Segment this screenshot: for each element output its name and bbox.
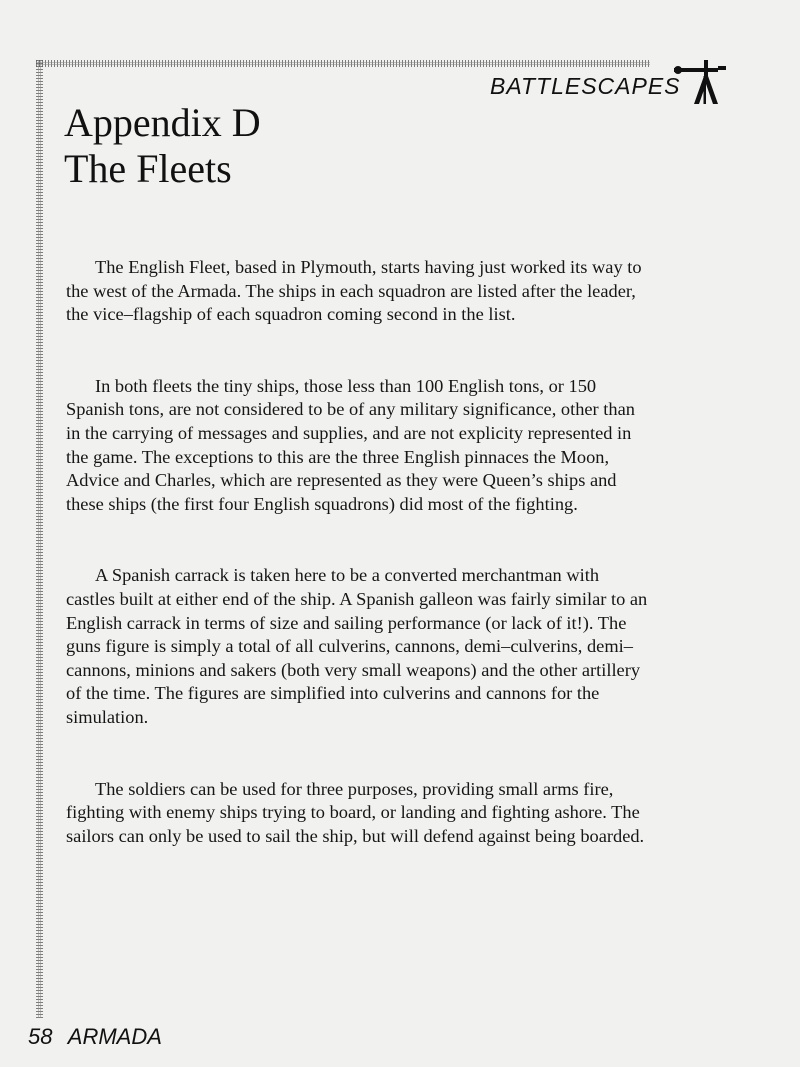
fan-icon: [674, 58, 730, 106]
body-text: [66, 256, 652, 896]
paragraph-spanish-carrack: A Spanish carrack is taken here to be a converted merchantman with castles built at either end of the ship. A Spanish galleon was fairly similar to an English carrack in terms of size and sailing performance (or lack of it!). The guns figure is simply a total of all culverins, cannons, demi–culverins, demi–cannons, minions and sakers (both very small weapons) and the other artillery of the time. The figures are simplified into culverins and cannons for the simulation.: [66, 565, 648, 727]
title-line-fleets: The Fleets: [64, 146, 232, 191]
book-title: ARMADA: [67, 1024, 162, 1049]
page-footer: [28, 1024, 162, 1050]
left-border-rule: [36, 60, 43, 1018]
logo-text: BATTLESCAPES: [490, 73, 681, 99]
title-line-appendix: Appendix D: [64, 100, 261, 145]
paragraph-english-fleet: The English Fleet, based in Plymouth, starts having just worked its way to the west of the Armada. The ships in each squadron are listed after the leader, the vice–flagship of each squadron coming second in the list.: [66, 257, 642, 325]
paragraph-soldiers: The soldiers can be used for three purposes, providing small arms fire, fighting with enemy ships trying to board, or landing and fighting ashore. The sailors can only be used to sail the ship, but will defend against being boarded.: [66, 778, 645, 846]
page-number: 58: [28, 1024, 53, 1049]
battlescapes-logo: [486, 58, 736, 108]
paragraph-tiny-ships: In both fleets the tiny ships, those less than 100 English tons, or 150 Spanish tons, are not considered to be of any military significance, other than in the carrying of messages and supplies, and are not explicity represented in the game. The exceptions to this are the three English pinnaces the Moon, Advice and Charles, which are represented as they were Queen’s ships and these ships (the first four English squadrons) did most of the fighting.: [66, 375, 635, 514]
page-title: [64, 100, 261, 192]
